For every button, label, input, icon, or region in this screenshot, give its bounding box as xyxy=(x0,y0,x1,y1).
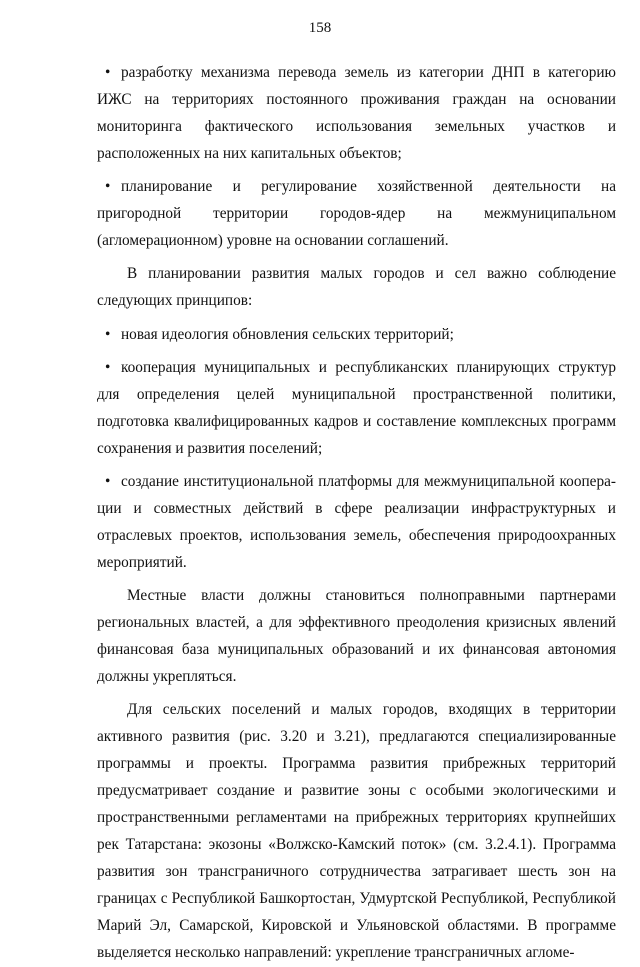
bullet-icon: • xyxy=(105,178,111,196)
paragraph-text: Для сельских поселений и малых городов, входящих в территории активного развития (рис. 3.20 и 3.21), предлагаются специализированные программы и проекты. Программа развития прибрежных территорий предусматривает создание и развитие зоны с особыми экологическими и пространственными регламентами на прибрежных территориях крупнейших рек Татарстана: экозоны «Волжско-Камский поток» (см. 3.2.4.1). Программа развития зон трансграничного сотрудничества затрагивает шесть зон на границах с Республикой Башкортостан, Удмуртской Республикой, Республикой Марий Эл, Самарской, Кировской и Ульяновской областями. В программе выделяется несколько направлений: укрепление трансграничных агломе- xyxy=(97,701,616,961)
bullet-icon: • xyxy=(105,325,111,343)
paragraph-local-authorities xyxy=(97,583,616,691)
body-text xyxy=(97,60,616,967)
bullet-paragraph-5 xyxy=(97,469,616,577)
paragraph-text: планирование и регулирование хозяйственной деятельности на пригородной территории городов-ядер на межмуниципальном (агломерационном) уровне на основании соглашений. xyxy=(97,178,616,249)
page-number: 158 xyxy=(308,20,332,36)
bullet-icon: • xyxy=(105,473,111,491)
bullet-icon: • xyxy=(105,359,111,377)
paragraph-text: разработку механизма перевода земель из категории ДНП в категорию ИЖС на территориях постоянного проживания граждан на основании мониторинга фактического использования земельных участков и расположенных на них капитальных объектов; xyxy=(97,64,616,162)
paragraph-text: кооперация муниципальных и республиканских планирующих структур для определения целей муниципальной пространственной политики, подготовка квалифицированных кадров и составление комплексных программ сохранения и развития поселений; xyxy=(97,359,616,457)
paragraph-text: новая идеология обновления сельских территорий; xyxy=(121,325,454,343)
paragraph-principles-intro xyxy=(97,261,616,315)
paragraph-text: Местные власти должны становиться полноправными партнерами региональных властей, а для эффективного преодоления кризисных явлений финансовая база муниципальных образований и их финансовая автономия должны укрепляться. xyxy=(97,587,616,686)
paragraph-text: В планировании развития малых городов и сел важно соблюдение следующих принципов: xyxy=(97,265,616,310)
bullet-paragraph-2 xyxy=(97,174,616,255)
bullet-paragraph-1 xyxy=(97,60,616,168)
paragraph-text: создание институциональной платформы для межмуниципальной кооперации и совместных действий в сфере реализации инфраструктурных и отраслевых проектов, использования земель, обеспечения природоохранных мероприятий. xyxy=(97,473,616,571)
paragraph-development-programs xyxy=(97,697,616,966)
bullet-paragraph-4 xyxy=(97,355,616,463)
bullet-icon: • xyxy=(105,64,111,81)
bullet-paragraph-3 xyxy=(97,322,616,349)
